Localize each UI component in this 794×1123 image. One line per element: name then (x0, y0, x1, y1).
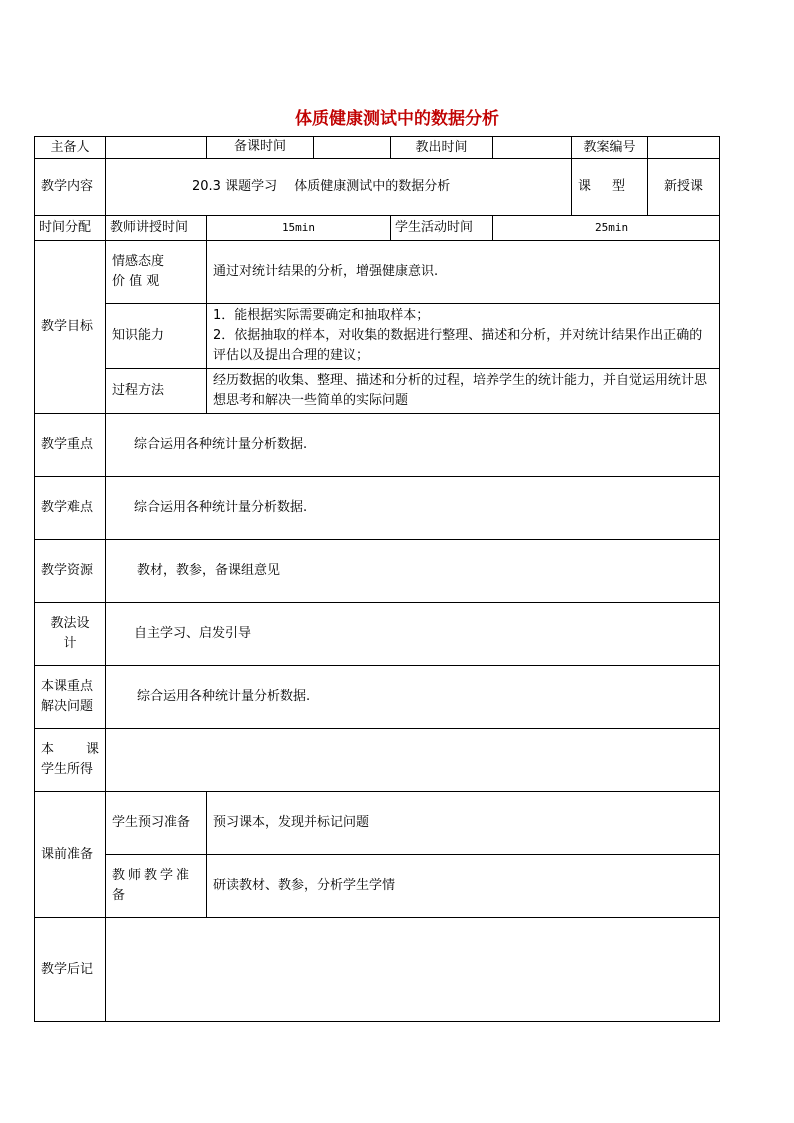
student-prep-value: 预习课本，发现并标记问题 (207, 792, 720, 855)
teacher-prep-label: 教师教学准备 (106, 855, 207, 918)
resources-row (35, 540, 720, 603)
resources-label: 教学资源 (35, 540, 106, 603)
teacher-time-value: 15min (207, 216, 391, 241)
type-label: 课 型 (572, 159, 648, 216)
student-prep-label: 学生预习准备 (106, 792, 207, 855)
prep-time-value[interactable] (314, 137, 390, 158)
goal-emotion-row (35, 241, 720, 304)
gains-row (35, 729, 720, 792)
difficulties-value: 综合运用各种统计量分析数据. (106, 477, 720, 540)
type-value: 新授课 (648, 159, 720, 216)
teacher-prep-value: 研读教材、教参，分析学生学情 (207, 855, 720, 918)
reflection-row (35, 918, 720, 1022)
method-value: 自主学习、启发引导 (106, 603, 720, 666)
teacher-time-label: 教师讲授时间 (106, 216, 207, 241)
gains-label: 本 课 学生所得 (35, 729, 106, 792)
goal-knowledge-row (35, 304, 720, 369)
lesson-plan-table (34, 136, 720, 1022)
student-time-label: 学生活动时间 (391, 216, 493, 241)
emotion-value: 通过对统计结果的分析，增强健康意识. (207, 241, 720, 304)
prep-time-label: 备课时间 (207, 137, 314, 158)
resolve-cell (106, 666, 720, 729)
pre-class-student-row (35, 792, 720, 855)
content-row (35, 159, 720, 216)
time-alloc-label: 时间分配 (35, 216, 106, 241)
host-value[interactable] (106, 137, 207, 159)
teach-time-label: 教出时间 (391, 137, 493, 159)
pre-class-teacher-row (35, 855, 720, 918)
goal-process-row (35, 369, 720, 414)
key-points-row (35, 414, 720, 477)
resources-value: 教材，教参，备课组意见 (137, 563, 281, 578)
knowledge-label: 知识能力 (106, 304, 207, 369)
key-points-value: 综合运用各种统计量分析数据. (106, 414, 720, 477)
student-time-value: 25min (493, 216, 720, 241)
content-value: 20.3 课题学习 体质健康测试中的数据分析 (106, 159, 572, 216)
gains-value[interactable] (106, 729, 720, 792)
time-row (35, 216, 720, 241)
content-label: 教学内容 (35, 159, 106, 216)
plan-no-value[interactable] (648, 137, 720, 159)
header-row (35, 137, 720, 159)
method-label: 教法设 计 (35, 603, 106, 666)
reflection-label: 教学后记 (35, 918, 106, 1022)
key-points-label: 教学重点 (35, 414, 106, 477)
emotion-label: 情感态度 价 值 观 (106, 241, 207, 304)
teach-time-value[interactable] (493, 137, 572, 159)
resolve-value: 综合运用各种统计量分析数据. (137, 689, 311, 704)
knowledge-value: 1．能根据实际需要确定和抽取样本； 2．依据抽取的样本，对收集的数据进行整理、描述和分析，并对统计结果作出正确的评估以及提出合理的建议； (207, 304, 720, 369)
page-title: 体质健康测试中的数据分析 (295, 109, 499, 129)
host-label: 主备人 (35, 137, 106, 159)
resources-cell (106, 540, 720, 603)
pre-class-label: 课前准备 (35, 792, 106, 918)
process-value: 经历数据的收集、整理、描述和分析的过程，培养学生的统计能力，并自觉运用统计思想思考和解决一些简单的实际问题 (207, 369, 720, 414)
process-label: 过程方法 (106, 369, 207, 414)
plan-no-label: 教案编号 (572, 137, 648, 159)
goals-label: 教学目标 (35, 241, 106, 414)
difficulties-row (35, 477, 720, 540)
reflection-value[interactable] (106, 918, 720, 1022)
resolve-row (35, 666, 720, 729)
method-row (35, 603, 720, 666)
resolve-label: 本课重点 解决问题 (35, 666, 106, 729)
difficulties-label: 教学难点 (35, 477, 106, 540)
